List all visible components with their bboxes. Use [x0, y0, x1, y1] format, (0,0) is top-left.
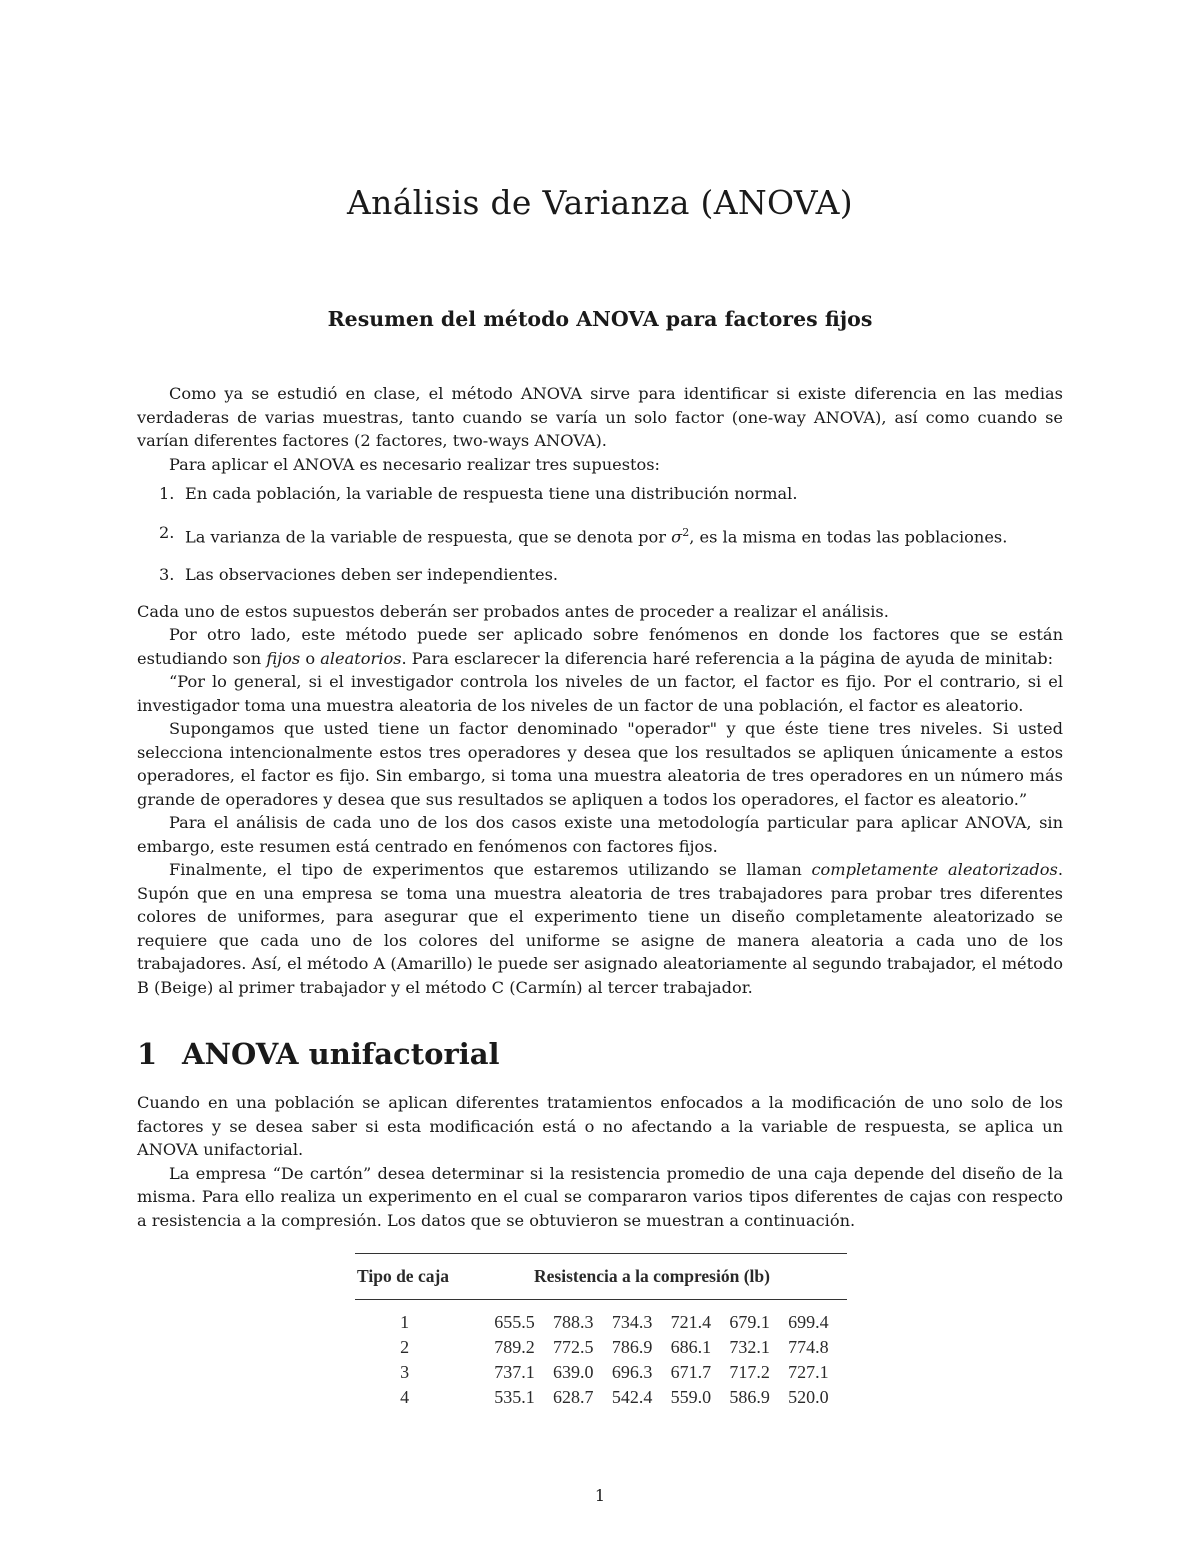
- cell-value: 520.0: [788, 1387, 829, 1407]
- list-item: [137, 482, 1063, 506]
- table-row: [355, 1335, 847, 1360]
- header-resistencia: Resistencia a la compresión (lb): [534, 1266, 770, 1286]
- cell-value: 786.9: [611, 1337, 653, 1357]
- header-tipo: Tipo de caja: [357, 1266, 450, 1286]
- cell-value: 686.1: [670, 1337, 712, 1357]
- cell-value: 699.4: [788, 1312, 829, 1332]
- cell-value: 542.4: [611, 1387, 653, 1407]
- intro-paragraph: Como ya se estudió en clase, el método ANOVA sirve para identificar si existe diferencia en las medias verdaderas de varias muestras, tanto cuando se varía un solo factor (one-way ANOVA), así como cuando se varían diferentes factores (2 factores, two-ways ANOVA).: [137, 384, 1063, 450]
- table-row: [355, 1385, 847, 1410]
- document-subtitle: Resumen del método ANOVA para factores fijos: [327, 307, 873, 331]
- cell-value: 696.3: [611, 1362, 653, 1382]
- table-body: [355, 1300, 847, 1410]
- quote-paragraph: “Por lo general, si el investigador controla los niveles de un factor, el factor es fijo. Por el contrario, si el investigador toma una muestra aleatoria de los niveles de un factor de una población, el factor es aleatorio.: [137, 672, 1063, 715]
- emphasis: completamente aleatorizados: [811, 860, 1058, 880]
- sigma-symbol: σ: [671, 526, 683, 546]
- intro-paragraph: [137, 858, 1063, 999]
- list-item: [137, 521, 1063, 549]
- section-paragraph: Cuando en una población se aplican diferentes tratamientos enfocados a la modificación de uno solo de los factores y se desea saber si esta modificación está o no afectando a la variable de respuesta, se aplica un ANOVA unifactorial.: [137, 1093, 1063, 1159]
- cell-value: 774.8: [788, 1337, 829, 1357]
- quote-paragraph: Supongamos que usted tiene un factor denominado "operador" y que éste tiene tres niveles. Si usted selecciona intencionalmente estos tres operadores y desea que los resultados se apliquen únicamente a estos operadores, el factor es fijo. Sin embargo, si toma una muestra aleatoria de tres operadores en un número más grande de operadores y desea que sus resultados se apliquen a todos los operadores, el factor es aleatorio.”: [137, 719, 1063, 809]
- cell-value: 734.3: [611, 1312, 653, 1332]
- superscript: 2: [682, 525, 690, 539]
- cell-tipo: 1: [400, 1312, 410, 1332]
- cell-tipo: 4: [400, 1387, 410, 1407]
- cell-value: 717.2: [729, 1362, 770, 1382]
- intro-paragraph: Para el análisis de cada uno de los dos casos existe una metodología particular para aplicar ANOVA, sin embargo, este resumen está centrado en fenómenos con factores fijos.: [137, 813, 1063, 856]
- table-header: [355, 1254, 847, 1299]
- list-number: 3.: [159, 565, 175, 585]
- cell-value: 655.5: [494, 1312, 535, 1332]
- cell-value: 789.2: [494, 1337, 535, 1357]
- list-item: [137, 563, 1063, 587]
- section-paragraph: La empresa “De cartón” desea determinar si la resistencia promedio de una caja depende del diseño de la misma. Para ello realiza un experimento en el cual se compararon varios tipos diferentes de cajas con respecto a resistencia a la compresión. Los datos que se obtuvieron se muestran a continuación.: [137, 1163, 1063, 1230]
- cell-value: 737.1: [494, 1362, 535, 1382]
- list-number: 2.: [159, 522, 175, 542]
- list-text: La varianza de la variable de respuesta, que se denota por: [185, 526, 672, 546]
- intro-body: [137, 382, 1063, 999]
- cell-tipo: 2: [400, 1337, 410, 1357]
- cell-value: 639.0: [553, 1362, 594, 1382]
- cell-value: 671.7: [670, 1362, 712, 1382]
- cell-value: 628.7: [553, 1387, 594, 1407]
- intro-paragraph: Cada uno de estos supuestos deberán ser probados antes de proceder a realizar el análisis.: [137, 601, 889, 621]
- section-number: 1: [137, 1037, 158, 1071]
- cell-value: 727.1: [788, 1362, 829, 1382]
- cell-value: 535.1: [494, 1387, 535, 1407]
- intro-paragraph: [137, 623, 1063, 670]
- cell-value: 772.5: [553, 1337, 594, 1357]
- document-title: Análisis de Varianza (ANOVA): [347, 183, 853, 222]
- cell-value: 788.3: [553, 1312, 594, 1332]
- list-text: Las observaciones deben ser independientes.: [185, 565, 559, 585]
- text-run: Por otro lado, este método puede ser aplicado sobre fenómenos en donde los factores que se están estudiando son: [137, 625, 1063, 668]
- table-row: [355, 1310, 847, 1335]
- text-run: . Para esclarecer la diferencia haré referencia a la página de ayuda de minitab:: [401, 648, 1054, 668]
- list-text: , es la misma en todas las poblaciones.: [689, 526, 1008, 546]
- cell-value: 679.1: [729, 1312, 770, 1332]
- table-row: [355, 1360, 847, 1385]
- intro-paragraph: Para aplicar el ANOVA es necesario realizar tres supuestos:: [169, 454, 661, 474]
- section-title: ANOVA unifactorial: [182, 1037, 500, 1071]
- emphasis: aleatorios: [320, 648, 402, 668]
- section-body: [137, 1091, 1063, 1232]
- section-heading: [137, 1037, 500, 1071]
- cell-value: 586.9: [729, 1387, 770, 1407]
- text-run: . Supón que en una empresa se toma una muestra aleatoria de tres trabajadores para probar tres diferentes colores de uniformes, para asegurar que el experimento tiene un diseño completamente aleatorizado se requiere que cada uno de los colores del uniforme se asigne de manera aleatoria a cada uno de los trabajadores. Así, el método A (Amarillo) le puede ser asignado aleatoriamente al segundo trabajador, el método B (Beige) al primer trabajador y el método C (Carmín) al tercer trabajador.: [137, 860, 1063, 997]
- cell-value: 721.4: [670, 1312, 712, 1332]
- emphasis: fijos: [266, 648, 301, 668]
- text-run: o: [300, 648, 321, 668]
- cell-value: 732.1: [729, 1337, 770, 1357]
- list-number: 1.: [159, 484, 175, 503]
- cell-tipo: 3: [400, 1362, 410, 1382]
- page-number: 1: [594, 1486, 606, 1505]
- text-run: Finalmente, el tipo de experimentos que estaremos utilizando se llaman: [169, 860, 812, 880]
- list-text: En cada población, la variable de respuesta tiene una distribución normal.: [185, 484, 798, 503]
- data-table: [355, 1253, 847, 1410]
- cell-value: 559.0: [670, 1387, 712, 1407]
- assumptions-list: [137, 482, 1063, 587]
